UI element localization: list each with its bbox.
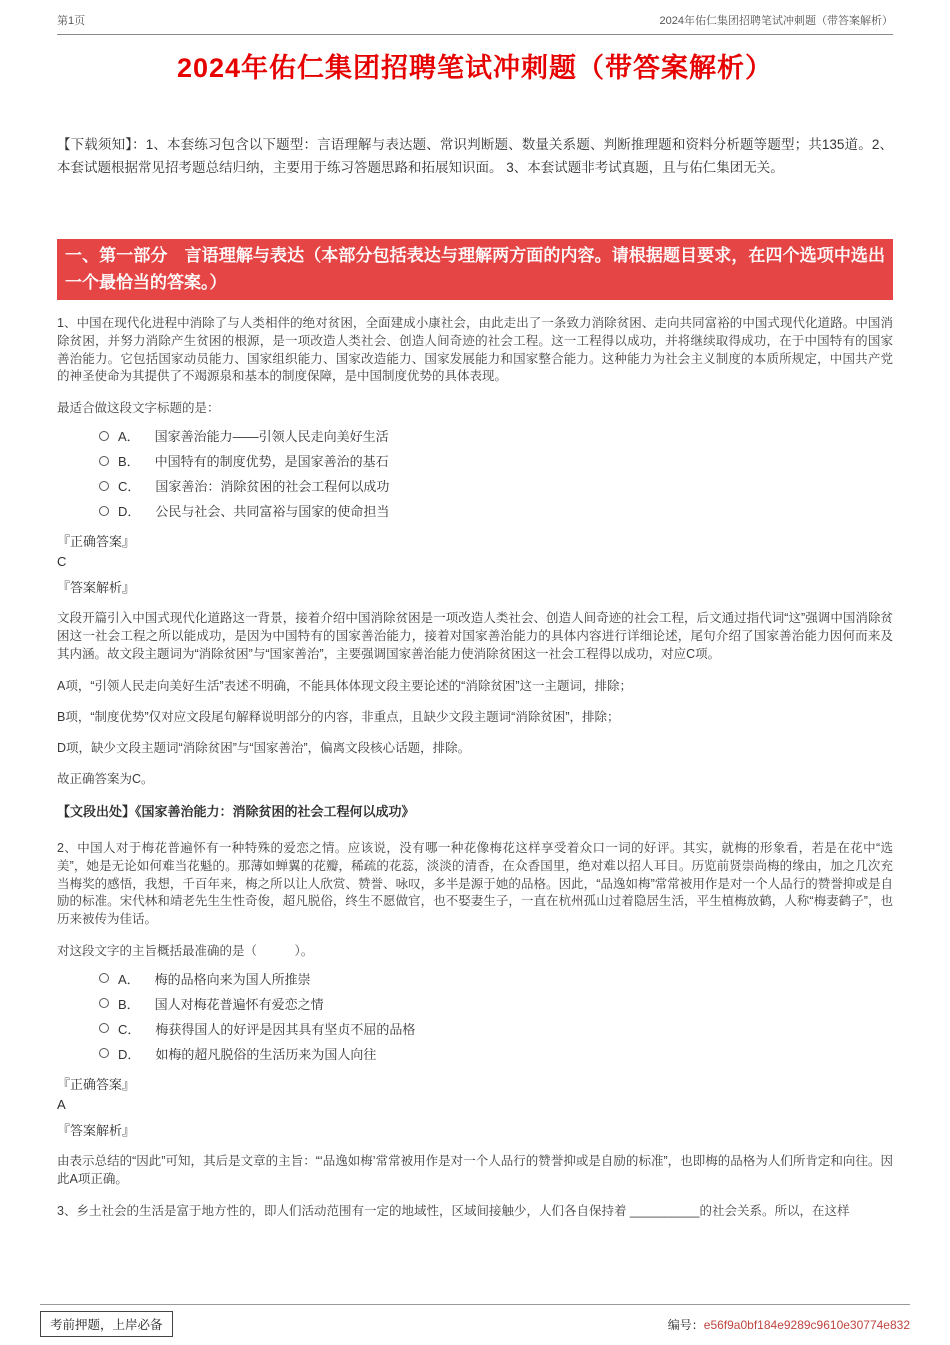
footer-code: [668, 1316, 910, 1333]
correct-answer-value: A: [57, 1096, 66, 1112]
option-text: 国家善治能力——引领人民走向美好生活: [154, 429, 389, 445]
question-1-options: [99, 423, 893, 523]
analysis-label: 『答案解析』: [57, 580, 136, 596]
option-d[interactable]: [99, 1041, 893, 1066]
question-1: [57, 315, 893, 820]
option-text: 中国特有的制度优势，是国家善治的基石: [154, 454, 389, 470]
question-2-options: [99, 966, 893, 1066]
page-footer: [40, 1304, 910, 1337]
section-heading: 一、第一部分 言语理解与表达（本部分包括表达与理解两方面的内容。请根据题目要求，在四个选项中选出一个最恰当的答案。）: [57, 239, 893, 300]
option-letter: C．: [118, 479, 141, 495]
radio-icon[interactable]: [99, 1048, 109, 1058]
option-text: 梅获得国人的好评是因其具有坚贞不屈的品格: [155, 1021, 416, 1037]
document-title: 2024年佑仁集团招聘笔试冲刺题（带答案解析）: [176, 53, 774, 83]
footer-code-value: e56f9a0bf184e9289c9610e30774e832: [703, 1317, 910, 1332]
question-2-stem: 2、中国人对于梅花普遍怀有一种特殊的爱恋之情。应该说，没有哪一种花像梅花这样享受着众口一词的好评。其实，就梅的形象看，若是在花中“选美”，她是无论如何难当花魁的。那薄如蝉翼的花瓣，稀疏的花蕊，淡淡的清香，在众香国里，绝对难以招人耳目。历览前贤崇尚梅的缘由，加之几次充当梅奖的感悟，我想，千百年来，梅之所以让人欣赏、赞誉、咏叹，多半是源于她的品格。因此，“品逸如梅”常常被用作是对一个人品行的赞誉抑或是自励的标准。宋代林和靖老先生生性奇俊，超凡脱俗，终生不愿做官，也不娶妻生子，一直在杭州孤山过着隐居生活，平生植梅放鹤，人称“梅妻鹤子”，也历来被传为佳话。: [57, 841, 893, 926]
question-2-prompt: 对这段文字的主旨概括最准确的是（ ）。: [57, 943, 314, 958]
option-letter: D．: [118, 504, 141, 520]
option-letter: D．: [118, 1046, 141, 1062]
option-c[interactable]: [99, 1016, 893, 1041]
option-letter: A．: [118, 429, 140, 445]
analysis-paragraph: 由表示总结的“因此”可知，其后是文章的主旨：“‘品逸如梅’常常被用作是对一个人品行的赞誉抑或是自励的标准”，也即梅的品格为人们所肯定和向往。因此A项正确。: [57, 1153, 893, 1186]
analysis-paragraph: D项，缺少文段主题词“消除贫困”与“国家善治”，偏离文段核心话题，排除。: [57, 740, 471, 755]
radio-icon[interactable]: [99, 431, 109, 441]
option-d[interactable]: [99, 498, 893, 523]
analysis-paragraph: A项，“引领人民走向美好生活”表述不明确，不能具体体现文段主要论述的“消除贫困”这一主题词，排除；: [57, 678, 632, 693]
option-b[interactable]: [99, 448, 893, 473]
correct-answer-label: 『正确答案』: [57, 1076, 136, 1092]
option-letter: B．: [118, 454, 140, 470]
footer-code-label: 编号：: [667, 1317, 704, 1332]
question-1-stem: 1、中国在现代化进程中消除了与人类相伴的绝对贫困，全面建成小康社会，由此走出了一条致力消除贫困、走向共同富裕的中国式现代化道路。中国消除贫困，并努力消除产生贫困的根源，是一项改造人类社会、创造人间奇迹的社会工程。这一工程得以成功，并将继续取得成功，在于中国特有的国家善治能力。它包括国家动员能力、国家组织能力、国家改造能力、国家发展能力和国家整合能力。这种能力为社会主义制度的本质所规定，中国共产党的神圣使命为其提供了不竭源泉和基本的制度保障，是中国制度优势的具体表现。: [57, 316, 893, 384]
option-text: 公民与社会、共同富裕与国家的使命担当: [155, 504, 390, 520]
option-b[interactable]: [99, 991, 893, 1016]
option-letter: A．: [118, 971, 140, 987]
option-c[interactable]: [99, 473, 893, 498]
correct-answer-value: C: [57, 554, 67, 570]
footer-slogan: 考前押题，上岸必备: [40, 1311, 173, 1337]
page-number: 第1页: [57, 15, 86, 27]
option-letter: B．: [118, 996, 140, 1012]
question-1-prompt: 最适合做这段文字标题的是：: [57, 401, 220, 416]
option-text: 国人对梅花普遍怀有爱恋之情: [154, 996, 324, 1012]
correct-answer-label: 『正确答案』: [57, 534, 136, 550]
question-3-stem: 3、乡土社会的生活是富于地方性的，即人们活动范围有一定的地域性，区域间接触少，人们各自保持着 __________的社会关系。所以，在这样: [57, 1204, 850, 1218]
radio-icon[interactable]: [99, 456, 109, 466]
analysis-paragraph: 文段开篇引入中国式现代化道路这一背景，接着介绍中国消除贫困是一项改造人类社会、创造人间奇迹的社会工程，后文通过指代词“这”强调中国消除贫困这一社会工程之所以能成功，是因为中国特有的国家善治能力，接着对国家善治能力的具体内容进行详细论述，尾句介绍了国家善治能力因何而来及其内涵。故文段主题词为“消除贫困”与“国家善治”，主要强调国家善治能力使消除贫困这一社会工程得以成功，对应C项。: [57, 611, 893, 662]
option-a[interactable]: [99, 966, 893, 991]
question-3: [57, 1203, 893, 1221]
running-doc-title: 2024年佑仁集团招聘笔试冲刺题（带答案解析）: [659, 15, 893, 27]
option-letter: C．: [118, 1021, 141, 1037]
option-text: 梅的品格向来为国人所推崇: [154, 971, 311, 987]
radio-icon[interactable]: [99, 1023, 109, 1033]
option-text: 国家善治：消除贫困的社会工程何以成功: [155, 479, 390, 495]
radio-icon[interactable]: [99, 973, 109, 983]
running-header: [57, 12, 893, 35]
radio-icon[interactable]: [99, 506, 109, 516]
option-a[interactable]: [99, 423, 893, 448]
analysis-label: 『答案解析』: [57, 1122, 136, 1138]
option-text: 如梅的超凡脱俗的生活历来为国人向往: [155, 1046, 377, 1062]
passage-source: 【文段出处】《国家善治能力：消除贫困的社会工程何以成功》: [57, 804, 415, 819]
download-notice: 【下载须知】：1、本套练习包含以下题型：言语理解与表达题、常识判断题、数量关系题、判断推理题和资料分析题等题型；共135道。2、本套试题根据常见招考题总结归纳，主要用于练习答题思路和拓展知识面。 3、本套试题非考试真题，且与佑仁集团无关。: [57, 137, 893, 175]
radio-icon[interactable]: [99, 481, 109, 491]
analysis-conclusion: 故正确答案为C。: [57, 771, 154, 786]
radio-icon[interactable]: [99, 998, 109, 1008]
question-2: [57, 840, 893, 1188]
analysis-paragraph: B项，“制度优势”仅对应文段尾句解释说明部分的内容，非重点，且缺少文段主题词“消除贫困”，排除；: [57, 709, 620, 724]
